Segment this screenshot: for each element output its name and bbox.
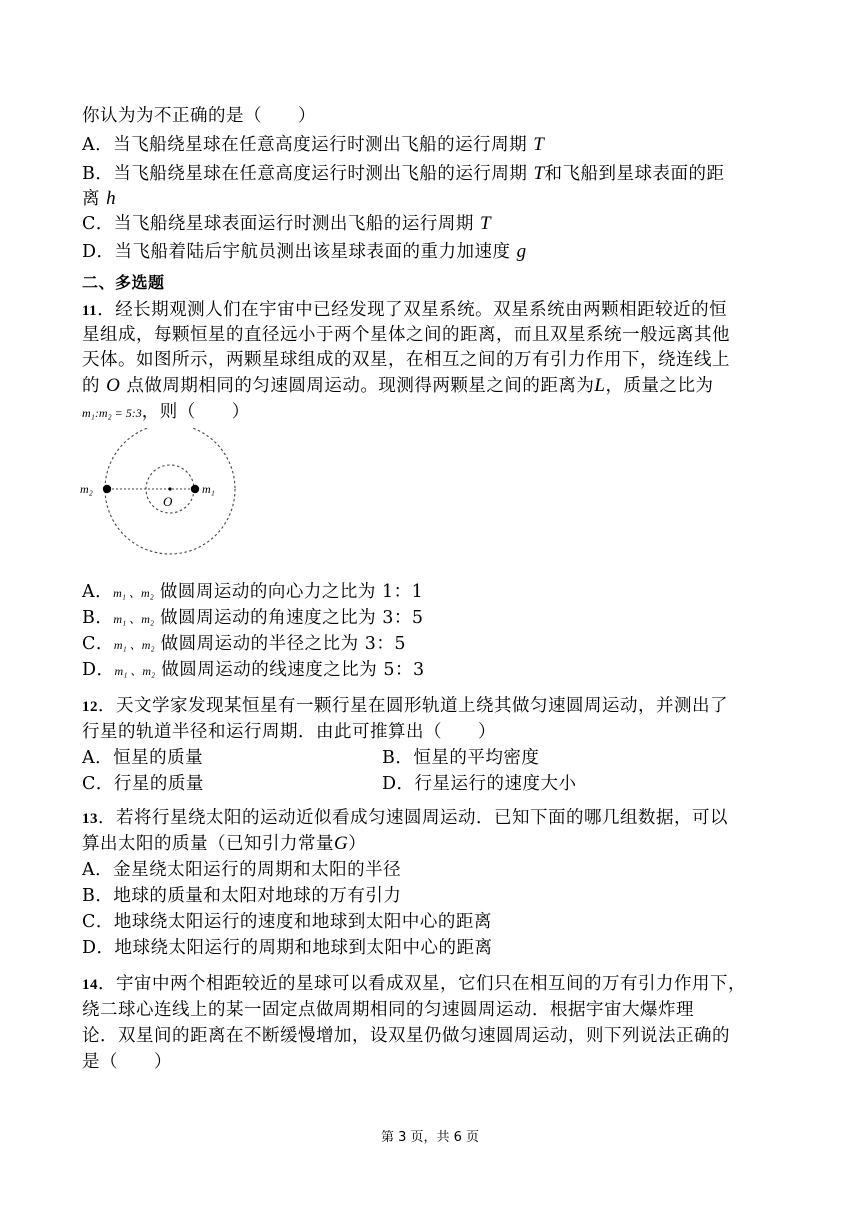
q11-line1: 11．经长期观测人们在宇宙中已经发现了双星系统。双星系统由两颗相距较近的恒	[82, 300, 728, 320]
section-title: 二、多选题	[82, 273, 165, 292]
q12-line1: 12．天文学家发现某恒星有一颗行星在圆形轨道上绕其做匀速圆周运动，并测出了	[82, 696, 728, 716]
mass-ratio: m₁:m₂ = 5:3	[82, 406, 142, 420]
q13-option-a: A．金星绕太阳运行的周期和太阳的半径	[82, 860, 402, 880]
q10-option-d: D．当飞船着陆后宇航员测出该星球表面的重力加速度 g	[82, 241, 527, 262]
q13-option-c: C．地球绕太阳运行的速度和地球到太阳中心的距离	[82, 912, 492, 932]
q13-option-d: D．地球绕太阳运行的周期和地球到太阳中心的距离	[82, 938, 493, 958]
center-point-o	[168, 487, 171, 490]
q10-option-b: B．当飞船绕星球在任意高度运行时测出飞船的运行周期 T和飞船到星球表面的距	[82, 163, 725, 184]
q10-option-b-cont: 离 h	[82, 188, 117, 209]
q11-option-c: C．m₁ 、m₂ 做圆周运动的半径之比为 3：5	[82, 634, 406, 654]
q12-option-a: A．恒星的质量	[82, 748, 204, 768]
q12-option-b: B．恒星的平均密度	[382, 748, 540, 768]
q14-line3: 论．双星间的距离在不断缓慢增加，设双星仍做匀速圆周运动，则下列说法正确的	[82, 1026, 730, 1046]
q11-line2: 星组成，每颗恒星的直径远小于两个星体之间的距离，而且双星系统一般远离其他	[82, 325, 730, 345]
label-m2: m₂	[80, 482, 93, 496]
q13-line2: 算出太阳的质量（已知引力常量G）	[82, 833, 367, 854]
label-o: O	[163, 494, 173, 509]
q11-line3: 天体。如图所示，两颗星球组成的双星，在相互之间的万有引力作用下，绕连线上	[82, 350, 730, 370]
star-m1	[191, 485, 199, 493]
q11-option-a: A．m₁ 、m₂ 做圆周运动的向心力之比为 1：1	[82, 582, 424, 602]
q11-option-b: B．m₁ 、m₂ 做圆周运动的角速度之比为 3：5	[82, 608, 424, 628]
page-footer: 第 3 页，共 6 页	[380, 1130, 480, 1145]
label-m1: m₁	[202, 482, 215, 496]
q12-option-c: C．行星的质量	[82, 774, 204, 794]
q11-line5: m₁:m₂ = 5:3，则（ ）	[82, 402, 250, 422]
q12-options-ab	[82, 746, 802, 770]
q11-line4: 的 O 点做周期相同的匀速圆周运动。现测得两颗星之间的距离为L，质量之比为	[82, 375, 714, 396]
q14-line1: 14．宇宙中两个相距较近的星球可以看成双星，它们只在相互间的万有引力作用下，	[82, 974, 746, 994]
q11-option-d: D．m₁ 、m₂ 做圆周运动的线速度之比为 5：3	[82, 660, 425, 680]
q12-options-cd	[82, 772, 802, 796]
q13-option-b: B．地球的质量和太阳对地球的万有引力	[82, 886, 402, 906]
q10-option-a: A．当飞船绕星球在任意高度运行时测出飞船的运行周期 T	[82, 134, 545, 155]
q10-stem-tail: 你认为为不正确的是（ ）	[82, 106, 316, 126]
q12-option-d: D．行星运行的速度大小	[382, 774, 577, 794]
q14-line4: 是（ ）	[82, 1052, 172, 1072]
star-m2	[103, 485, 111, 493]
outer-orbit	[105, 428, 235, 554]
q14-line2: 绕二球心连线上的某一固定点做周期相同的匀速圆周运动．根据宇宙大爆炸理	[82, 1000, 694, 1020]
q13-line1: 13．若将行星绕太阳的运动近似看成匀速圆周运动．已知下面的哪几组数据，可以	[82, 808, 728, 828]
q12-line2: 行星的轨道半径和运行周期．由此可推算出（ ）	[82, 722, 496, 742]
binary-star-diagram	[78, 428, 238, 558]
q10-option-c: C．当飞船绕星球表面运行时测出飞船的运行周期 T	[82, 213, 492, 234]
